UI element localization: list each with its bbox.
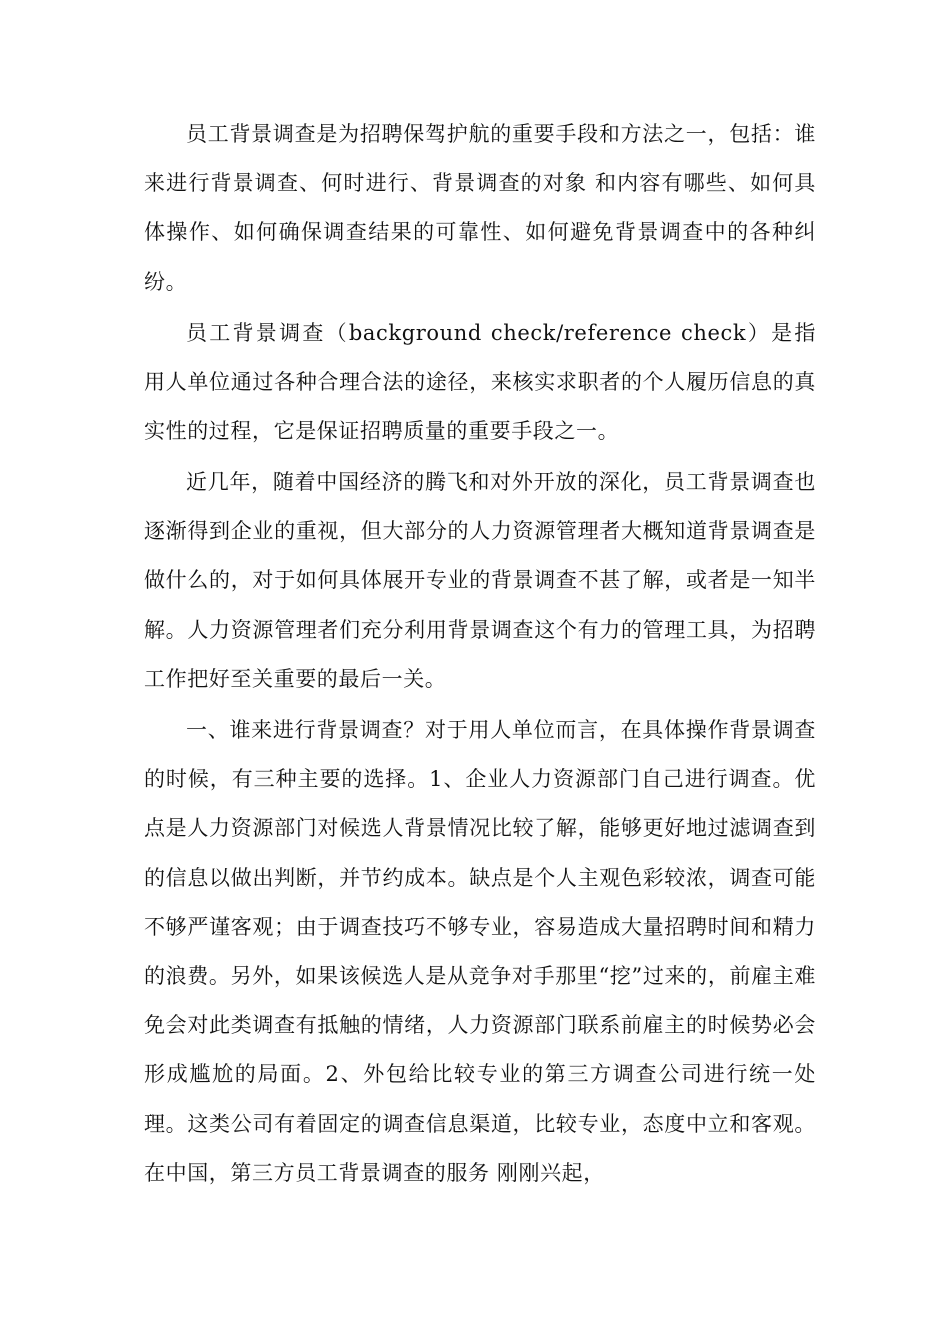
paragraph-4-block xyxy=(144,706,816,1198)
paragraph-3-block xyxy=(144,458,816,704)
paragraph-background: 近几年，随着中国经济的腾飞和对外开放的深化，员工背景调查也逐渐得到企业的重视，但大部分的人力资源管理者大概知道背景调查是做什么的，对于如何具体展开专业的背景调查不甚了解，或者是一知半解。人力资源管理者们充分利用背景调查这个有力的管理工具，为招聘工作把好至关重要的最后一关。 xyxy=(144,470,816,691)
paragraph-2-block xyxy=(144,309,816,457)
paragraph-1-block xyxy=(144,110,816,307)
paragraph-intro: 员工背景调查是为招聘保驾护航的重要手段和方法之一，包括：谁来进行背景调查、何时进行、背景调查的对象 和内容有哪些、如何具体操作、如何确保调查结果的可靠性、如何避免背景调查中的各种纠纷。 xyxy=(144,122,816,294)
paragraph-who-conducts: 一、谁来进行背景调查？对于用人单位而言，在具体操作背景调查的时候，有三种主要的选择。1、企业人力资源部门自己进行调查。优点是人力资源部门对候选人背景情况比较了解，能够更好地过滤调查到的信息以做出判断，并节约成本。缺点是个人主观色彩较浓，调查可能不够严谨客观；由于调查技巧不够专业，容易造成大量招聘时间和精力的浪费。另外，如果该候选人是从竞争对手那里“挖”过来的，前雇主难免会对此类调查有抵触的情绪，人力资源部门联系前雇主的时候势必会形成尴尬的局面。2、外包给比较专业的第三方调查公司进行统一处理。这类公司有着固定的调查信息渠道，比较专业，态度中立和客观。在中国，第三方员工背景调查的服务 刚刚兴起， xyxy=(144,718,816,1185)
paragraph-definition: 员工背景调查（background check/reference check）是指用人单位通过各种合理合法的途径，来核实求职者的个人履历信息的真实性的过程，它是保证招聘质量的重要手段之一。 xyxy=(144,321,816,444)
